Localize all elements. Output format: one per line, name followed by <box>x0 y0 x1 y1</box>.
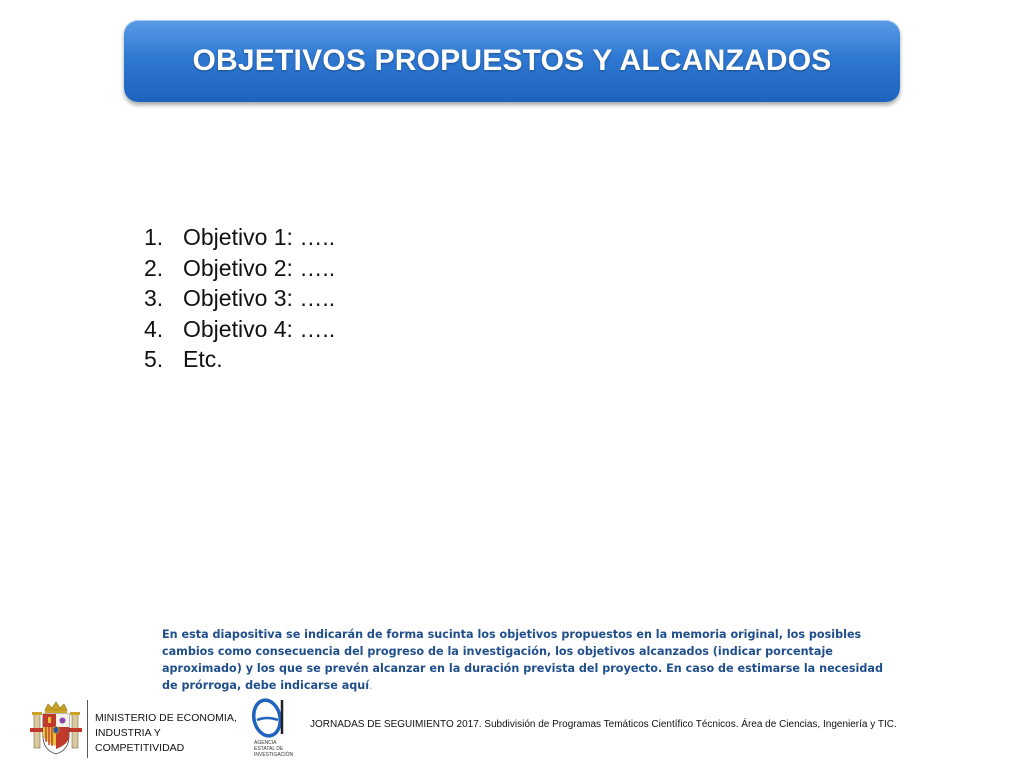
list-item <box>144 314 335 345</box>
slide-title: OBJETIVOS PROPUESTOS Y ALCANZADOS <box>192 44 832 77</box>
ministry-line: MINISTERIO DE ECONOMIA, <box>95 712 237 724</box>
footer-divider <box>87 700 88 758</box>
agency-logo-icon <box>249 696 294 762</box>
ministry-line: INDUSTRIA Y <box>95 727 161 739</box>
list-item-text: Objetivo 2: ….. <box>183 254 336 281</box>
instruction-note-trailing: . <box>369 679 373 692</box>
list-item <box>144 222 335 253</box>
spain-coat-of-arms-icon <box>28 700 84 758</box>
instruction-note <box>162 626 902 694</box>
title-banner <box>124 20 900 102</box>
list-item-number: 3. <box>144 285 164 311</box>
list-item <box>144 253 335 284</box>
list-item-text: Objetivo 4: ….. <box>183 315 336 342</box>
list-item-text: Objetivo 3: ….. <box>183 285 336 311</box>
agency-logo-line: AGENCIA <box>254 740 277 746</box>
list-item-number: 2. <box>144 254 164 281</box>
list-item-number: 1. <box>144 224 164 250</box>
agency-logo-line: INVESTIGACIÓN <box>254 752 294 758</box>
list-item-number: 5. <box>144 346 164 372</box>
ministry-name <box>95 711 237 756</box>
list-item-text: Objetivo 1: ….. <box>183 224 336 250</box>
objectives-list <box>144 222 335 375</box>
list-item-text: Etc. <box>183 346 223 372</box>
agency-logo-line: ESTATAL DE <box>254 746 284 752</box>
instruction-note-text: En esta diapositiva se indicarán de forma sucinta los objetivos propuestos en la memoria original, los posibles cambios como consecuencia del progreso de la investigación, los objetivos alcanzados (indicar porcentaje aproximado) y los que se prevén alcanzar en la duración prevista del proyecto. En caso de estimarse la necesidad de prórroga, debe indicarse aquí <box>162 628 883 692</box>
list-item <box>144 283 335 314</box>
ministry-line: COMPETITIVIDAD <box>95 742 185 754</box>
footer-event-text: JORNADAS DE SEGUIMIENTO 2017. Subdivisión de Programas Temáticos Científico Técnicos. Área de Ciencias, Ingeniería y TIC. <box>310 719 897 730</box>
list-item-number: 4. <box>144 315 164 342</box>
list-item <box>144 344 335 375</box>
